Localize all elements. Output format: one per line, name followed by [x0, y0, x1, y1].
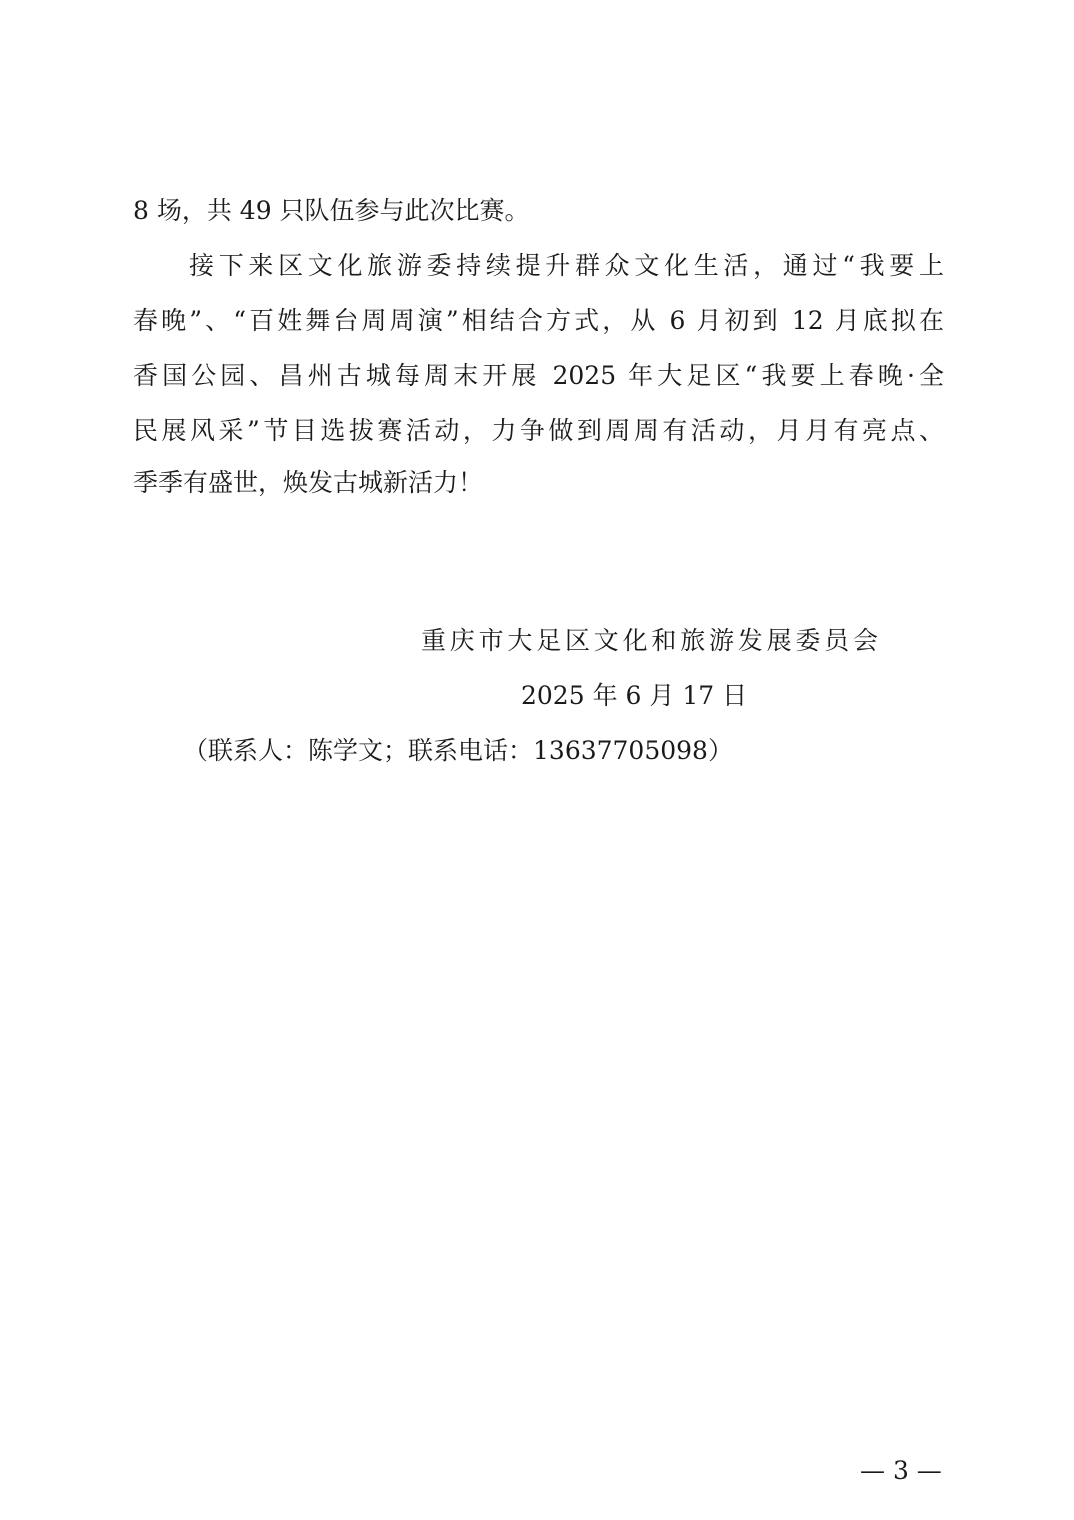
contact-info: （联系人：陈学文；联系电话：13637705098）: [183, 736, 733, 765]
signature-organization: 重庆市大足区文化和旅游发展委员会: [421, 626, 878, 655]
paragraph-line-1: 8 场，共 49 只队伍参与此次比赛。: [133, 196, 530, 225]
paragraph-line-2: 接下来区文化旅游委持续提升群众文化生活，通过“我要上: [189, 251, 944, 280]
page-number: — 3 —: [860, 1456, 942, 1485]
paragraph-line-3: 春晚”、“百姓舞台周周演”相结合方式，从 6 月初到 12 月底拟在: [133, 306, 944, 335]
paragraph-line-6: 季季有盛世，焕发古城新活力！: [133, 468, 484, 497]
signature-date: 2025 年 6 月 17 日: [521, 681, 748, 710]
paragraph-line-5: 民展风采”节目选拔赛活动，力争做到周周有活动，月月有亮点、: [133, 416, 944, 445]
paragraph-line-4: 香国公园、昌州古城每周末开展 2025 年大足区“我要上春晚·全: [133, 361, 944, 390]
